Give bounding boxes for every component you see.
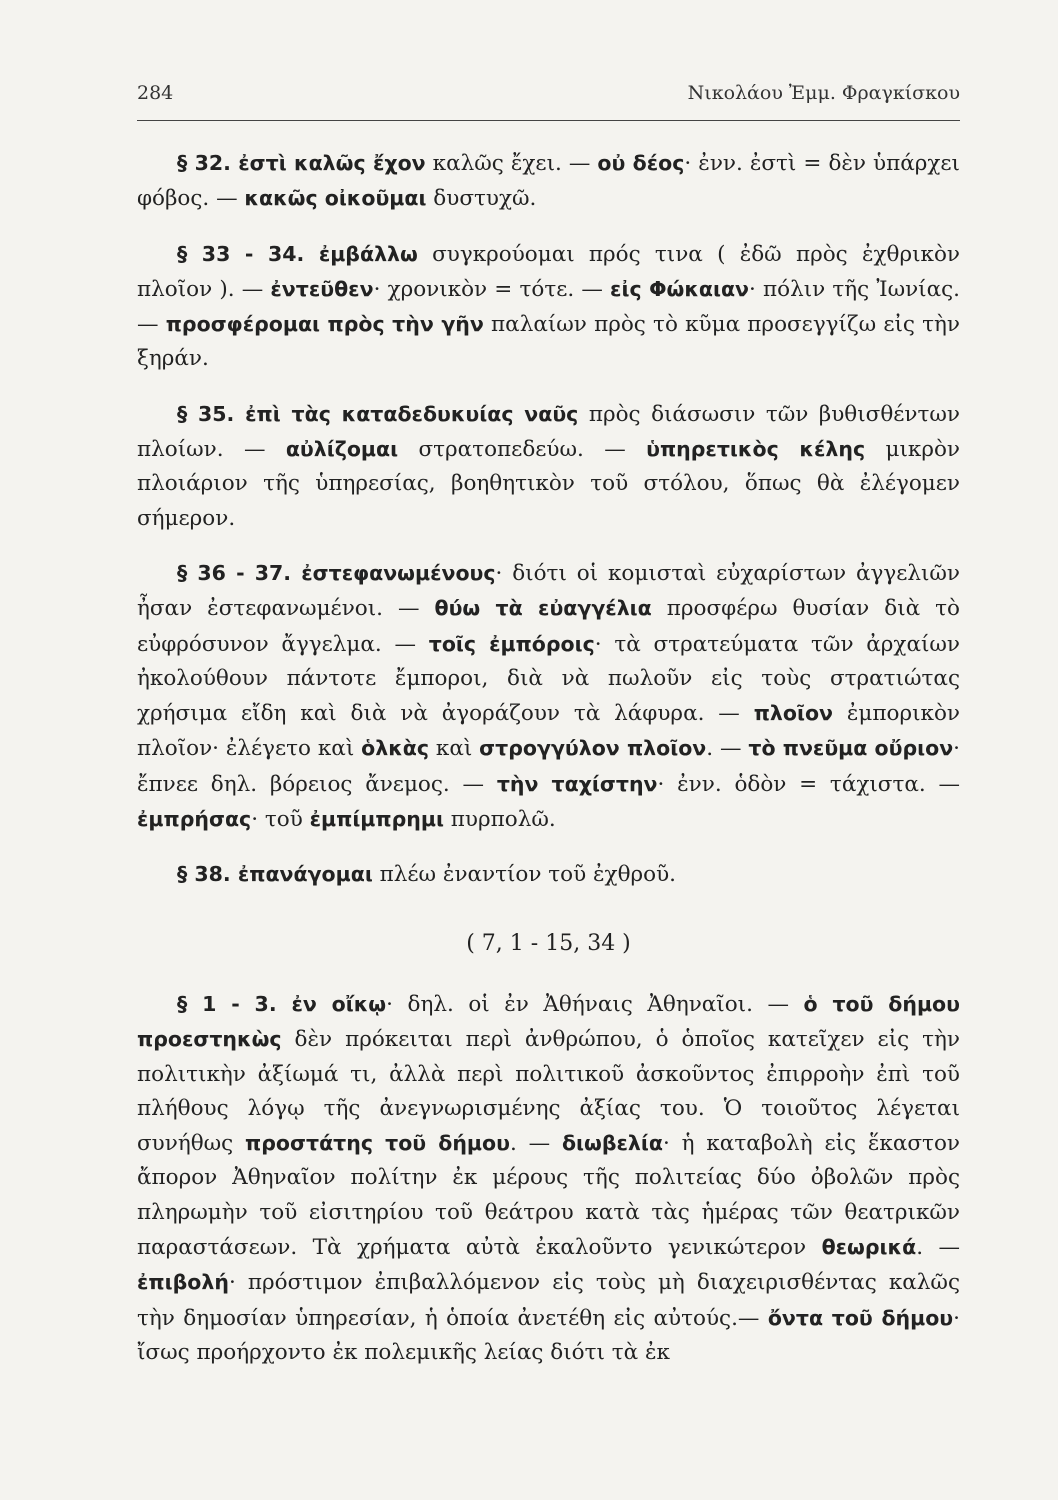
gloss-text: · ἡ καταβολὴ εἰς ἕκαστον ἄπορον Ἀθηναῖον πολίτην ἐκ μέρους τῆς πολιτείας δύο ὀβολῶν πρὸς πληρωμὴν τοῦ εἰσιτηρίου τοῦ θεάτρου κατὰ τὰς ἡμέρας τῶν θεατρικῶν παραστάσεων. Τὰ χρήματα αὐτὰ ἐκαλοῦντο γενικώτερον (137, 1131, 960, 1261)
lemma-term: § 32. ἐστὶ καλῶς ἔχον (177, 151, 426, 175)
lemma-term: αὐλίζομαι (285, 437, 399, 462)
lemma-term: κακῶς οἰκοῦμαι (244, 186, 427, 211)
lemma-term: στρογγύλον πλοῖον (479, 736, 707, 761)
lemma-term: τὴν ταχίστην (496, 771, 658, 796)
gloss-text: · πρόστιμον ἐπιβαλλόμενον εἰς τοὺς μὴ διαχειρισθέντας καλῶς τὴν δημοσίαν ὑπηρεσίαν, ἡ ὁποία ἀνετέθη εἰς αὐτούς.— (137, 1270, 960, 1331)
gloss-text: προσφέρω θυσίαν διὰ τὸ εὐφρόσυνον ἄγγελμα. — (137, 596, 960, 657)
gloss-text: . — (916, 1235, 961, 1261)
gloss-text: καλῶς ἔχει. — (425, 151, 598, 176)
gloss-text: . — (706, 736, 749, 762)
header-rule (137, 120, 960, 121)
gloss-text: · ἴσως προήρχοντο ἐκ πολεμικῆς λείας διότι τὰ ἐκ (137, 1305, 960, 1365)
lemma-term: § 33 - 34. ἐμβάλλω (177, 241, 418, 266)
commentary-paragraph (137, 397, 960, 536)
gloss-text: πυρπολῶ. (443, 807, 556, 833)
lemma-term: § 38. ἐπανάγομαι (177, 862, 373, 887)
lemma-term: ὄντα τοῦ δήμου (767, 1305, 954, 1330)
page-header (137, 82, 960, 104)
commentary-block-7 (137, 987, 960, 1370)
lemma-term: ἐμπίμπρημι (309, 807, 444, 832)
gloss-text: παλαίων πρὸς τὸ κῦμα προσεγγίζω εἰς τὴν ξηράν. (137, 312, 961, 372)
lemma-term: οὐ δέος (597, 151, 685, 175)
section-heading: ( 7, 1 - 15, 34 ) (466, 930, 631, 956)
commentary-paragraph (137, 556, 960, 837)
commentary-block-6 (137, 146, 960, 893)
gloss-text: δὲν πρόκειται περὶ ἀνθρώπου, ὁ ὁποῖος κατεῖχεν εἰς τὴν πολιτικὴν ἀξίωμά τι, ἀλλὰ περὶ πολιτικοῦ ἀσκοῦντος ἐπιρροὴν ἐπὶ τοῦ πλήθους λόγῳ τῆς ἀνεγνωρισμένης ἀξίας του. Ὁ τοιοῦτος λέγεται συνήθως (137, 1027, 960, 1157)
lemma-term: § 36 - 37. ἐστεφανωμένους (177, 560, 496, 585)
gloss-text: · ἐνν. ὁδὸν = τάχιστα. — (657, 771, 961, 797)
commentary-paragraph (137, 237, 960, 377)
commentary-paragraph (137, 987, 960, 1370)
gloss-text: · τοῦ (251, 807, 310, 833)
lemma-term: τὸ πνεῦμα οὔριον (748, 736, 954, 761)
gloss-text: στρατοπεδεύω. — (398, 437, 647, 463)
commentary-paragraph (137, 146, 960, 217)
lemma-term: διωβελία (561, 1131, 663, 1156)
gloss-text: πλέω ἐναντίον τοῦ ἐχθροῦ. (372, 862, 677, 888)
gloss-text: πρὸς διάσωσιν τῶν βυθισθέντων πλοίων. — (137, 401, 960, 463)
lemma-term: ὁ τοῦ δήμου προεστηκὼς (137, 991, 960, 1052)
lemma-term: τοῖς ἐμπόροις (428, 631, 595, 656)
gloss-text: ἐμπορικὸν πλοῖον· ἐλέγετο καὶ (137, 701, 960, 762)
lemma-term: ὁλκὰς (361, 736, 430, 761)
commentary-paragraph (137, 857, 960, 892)
gloss-text: . — (509, 1131, 562, 1157)
gloss-text: · ἔπνεε δηλ. βόρειος ἄνεμος. — (137, 736, 960, 797)
lemma-term: θύω τὰ εὐαγγέλια (434, 596, 652, 621)
gloss-text: · χρονικὸν = τότε. — (373, 276, 611, 302)
gloss-text: · ἐνν. ἐστὶ = δὲν ὑπάρχει φόβος. — (137, 151, 960, 212)
lemma-term: ἐμπρήσας (137, 807, 252, 832)
lemma-term: ἐντεῦθεν (270, 276, 374, 301)
running-title: Νικολάου Ἐμμ. Φραγκίσκου (687, 82, 960, 104)
lemma-term: προσφέρομαι πρὸς τὴν γῆν (165, 312, 484, 337)
lemma-term: ἐπιβολή (137, 1270, 229, 1295)
gloss-text: δυστυχῶ. (426, 186, 537, 212)
page-body (137, 146, 960, 1390)
lemma-term: § 1 - 3. ἐν οἴκῳ (177, 991, 387, 1016)
gloss-text: συγκρούομαι πρός τινα ( ἐδῶ πρὸς ἐχθρικὸν πλοῖον ). — (137, 241, 961, 302)
gloss-text: · διότι οἱ κομισταὶ εὐχαρίστων ἀγγελιῶν ἦσαν ἐστεφανωμένοι. — (137, 560, 960, 622)
lemma-term: θεωρικά (821, 1235, 917, 1260)
gloss-text: μικρὸν πλοιάριον τῆς ὑπηρεσίας, βοηθητικὸν τοῦ στόλου, ὅπως θὰ ἐλέγομεν σήμερον. (137, 437, 960, 531)
lemma-term: εἰς Φώκαιαν (610, 276, 749, 301)
lemma-term: ὑπηρετικὸς κέλης (646, 437, 866, 462)
gloss-text: · τὰ στρατεύματα τῶν ἀρχαίων ἠκολούθουν πάντοτε ἔμποροι, διὰ νὰ πωλοῦν εἰς τοὺς στρατιώτας χρήσιμα εἴδη καὶ διὰ νὰ ἀγοράζουν τὰ λάφυρα. — (137, 631, 960, 727)
gloss-text: καὶ (429, 736, 480, 762)
gloss-text: · πόλιν τῆς Ἰωνίας. — (137, 276, 960, 338)
gloss-text: · δηλ. οἱ ἐν Ἀθήναις Ἀθηναῖοι. — (386, 991, 804, 1017)
lemma-term: § 35. ἐπὶ τὰς καταδεδυκυίας ναῦς (177, 401, 579, 426)
page-number: 284 (137, 82, 174, 104)
lemma-term: προστάτης τοῦ δήμου (245, 1131, 510, 1156)
lemma-term: πλοῖον (753, 701, 833, 726)
